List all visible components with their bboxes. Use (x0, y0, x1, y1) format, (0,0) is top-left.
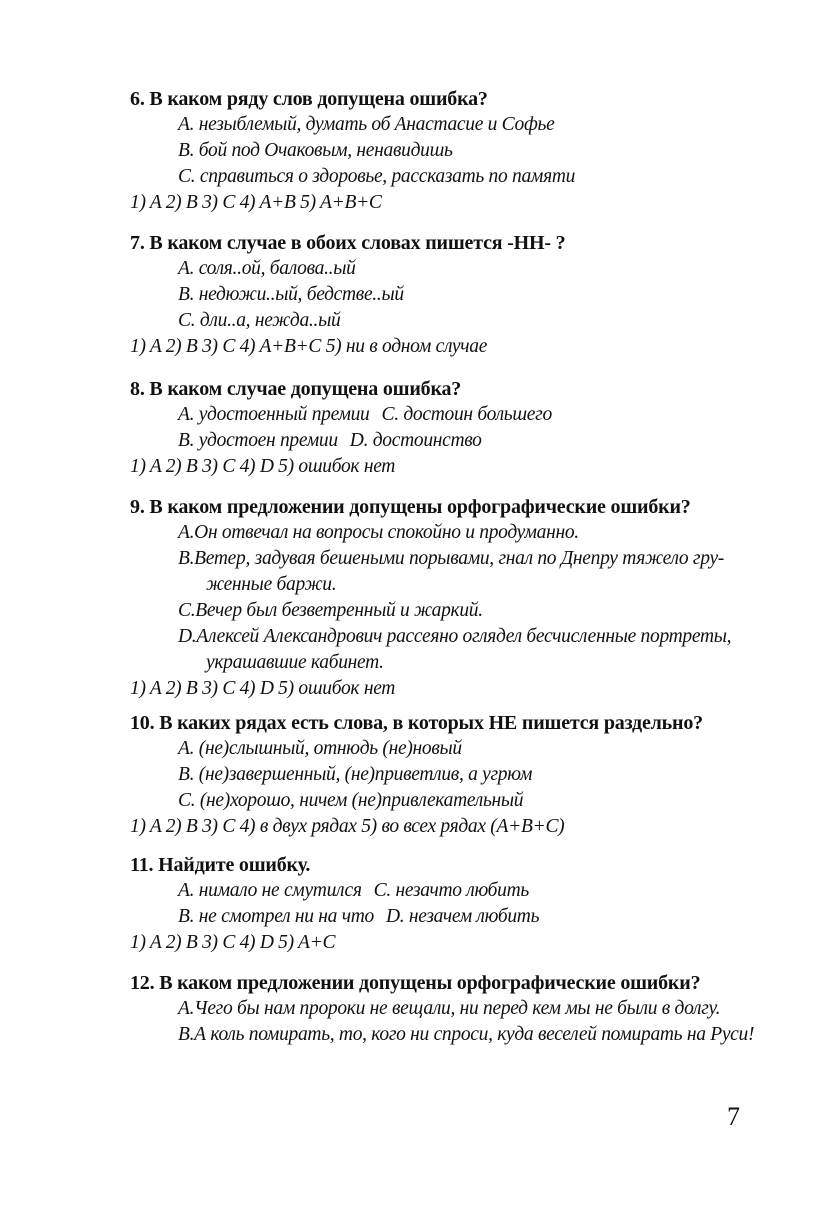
option-b: B. не смотрел ни на что (178, 906, 374, 927)
question-12 (130, 970, 755, 1048)
option-c: C.Вечер был безветренный и жаркий. (178, 600, 483, 621)
option-a: A. (не)слышный, отнюдь (не)новый (178, 738, 462, 759)
answer-choices: 1) A 2) B 3) C 4) D 5) A+C (130, 932, 336, 953)
option-d: D. незачем любить (385, 906, 540, 927)
option-b: B. удостоен премии (178, 430, 338, 451)
question-10 (130, 710, 750, 840)
question-9 (130, 494, 750, 702)
option-b: B. бой под Очаковым, ненавидишь (178, 140, 453, 161)
answer-choices: 1) A 2) B 3) C 4) D 5) ошибок нет (130, 456, 396, 477)
question-title: 7. В каком случае в обоих словах пишется -НН- ? (130, 232, 566, 254)
question-8 (130, 376, 750, 480)
answer-choices: 1) A 2) B 3) C 4) в двух рядах 5) во всех рядах (A+B+C) (130, 816, 565, 837)
question-6 (130, 86, 750, 216)
option-c: C. (не)хорошо, ничем (не)привлекательный (178, 790, 524, 811)
option-c: C. незачто любить (373, 880, 529, 901)
option-row (130, 428, 750, 454)
answer-choices: 1) A 2) B 3) C 4) A+B+C 5) ни в одном случае (130, 336, 488, 357)
option-a: A. соля..ой, балова..ый (178, 258, 356, 279)
answer-choices: 1) A 2) B 3) C 4) D 5) ошибок нет (130, 678, 396, 699)
option-a: A.Чего бы нам пророки не вещали, ни перед кем мы не были в долгу. (178, 998, 721, 1019)
answer-choices: 1) A 2) B 3) C 4) A+B 5) A+B+C (130, 192, 382, 213)
option-c: C. достоин большего (381, 404, 552, 425)
question-7 (130, 230, 750, 360)
option-d: D. достоинство (349, 430, 482, 451)
question-title: 8. В каком случае допущена ошибка? (130, 378, 462, 400)
question-title: 9. В каком предложении допущены орфографические ошибки? (130, 496, 691, 518)
question-11 (130, 852, 750, 956)
option-a: A. нимало не смутился (178, 880, 362, 901)
option-row (130, 904, 750, 930)
option-row (130, 402, 750, 428)
question-title: 11. Найдите ошибку. (130, 854, 311, 876)
option-a: A. удостоенный премии (178, 404, 370, 425)
option-d: D.Алексей Александрович рассеяно оглядел бесчисленные портреты, украшавшие кабинет. (178, 626, 732, 673)
option-c: C. дли..а, нежда..ый (178, 310, 341, 331)
option-a: A.Он отвечал на вопросы спокойно и продуманно. (178, 522, 579, 543)
question-title: 12. В каком предложении допущены орфографические ошибки? (130, 972, 701, 994)
question-title: 10. В каких рядах есть слова, в которых НЕ пишется раздельно? (130, 712, 703, 734)
option-row (130, 878, 750, 904)
option-b: B.А коль помирать, то, кого ни спроси, куда веселей помирать на Руси! (178, 1024, 755, 1045)
option-c: C. справиться о здоровье, рассказать по памяти (178, 166, 576, 187)
option-b: B. недюжи..ый, бедстве..ый (178, 284, 404, 305)
question-title: 6. В каком ряду слов допущена ошибка? (130, 88, 488, 110)
option-a: A. незыблемый, думать об Анастасие и Софье (178, 114, 555, 135)
page-number: 7 (727, 1102, 740, 1131)
option-b: B.Ветер, задувая бешеными порывами, гнал по Днепру тяжело гру-женные баржи. (178, 548, 724, 595)
option-b: B. (не)завершенный, (не)приветлив, а угрюм (178, 764, 533, 785)
